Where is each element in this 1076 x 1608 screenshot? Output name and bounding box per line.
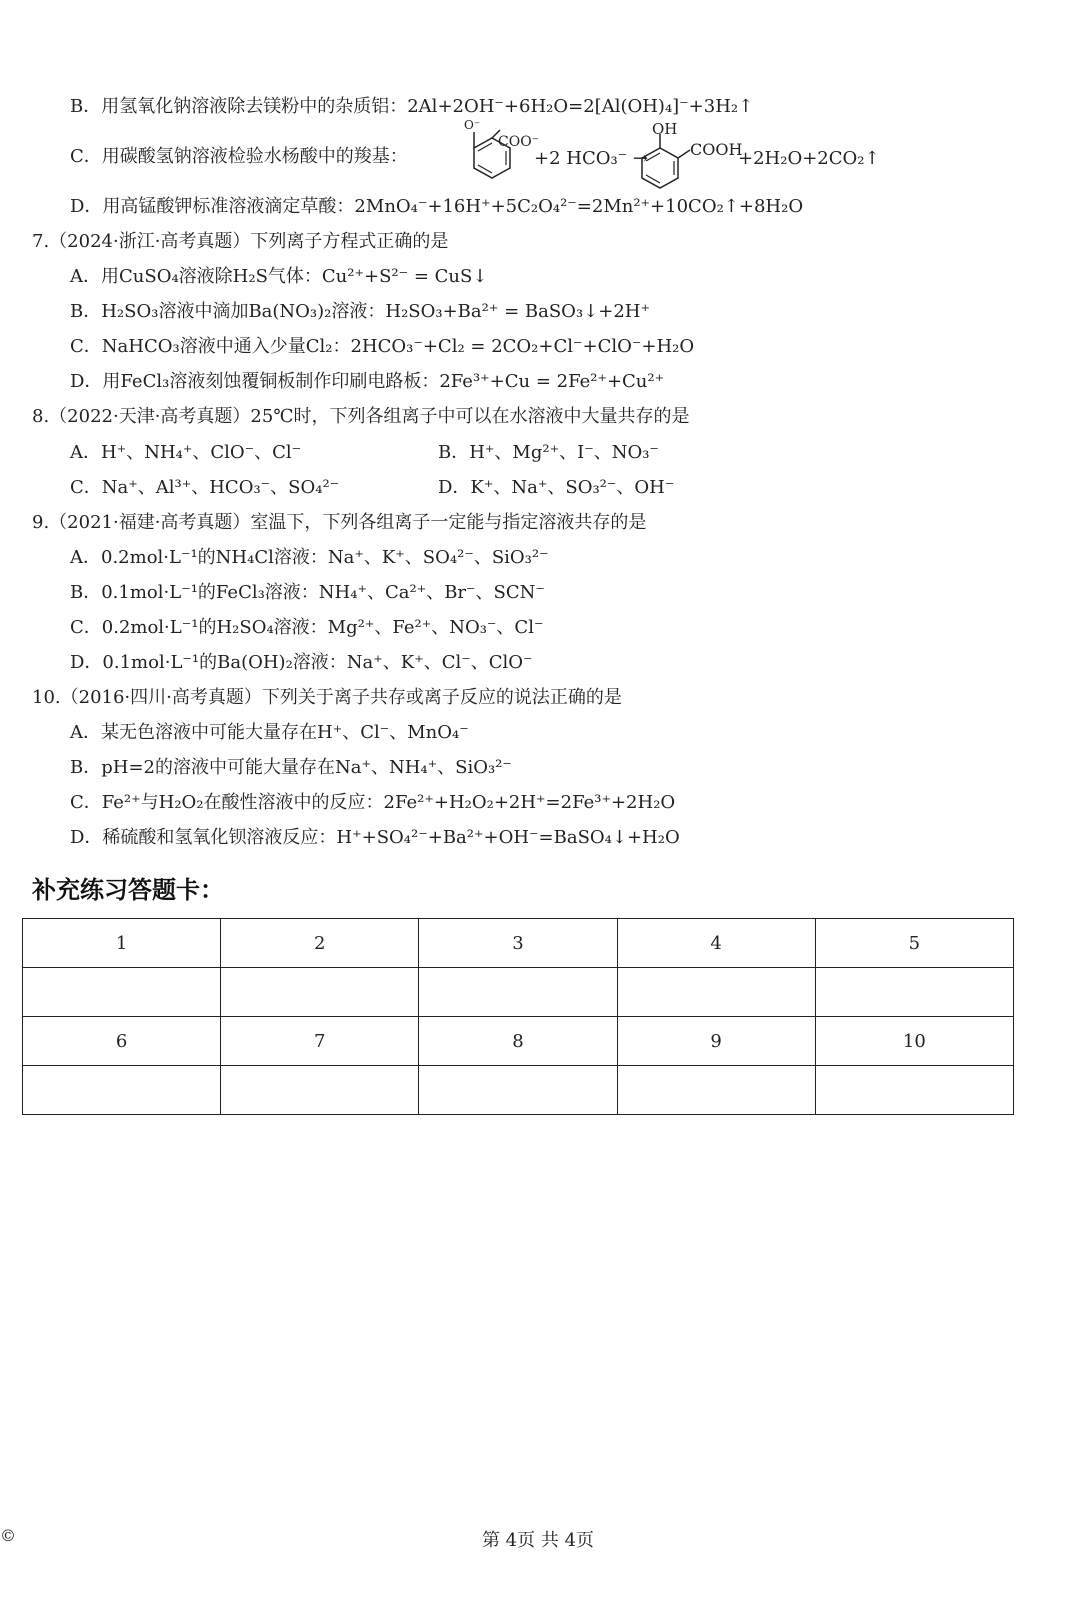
q7-option-c: C．NaHCO₃溶液中通入少量Cl₂：2HCO₃⁻+Cl₂ = 2CO₂+Cl⁻+ClO⁻+H₂O [70,336,695,357]
q8-option-b: B．H⁺、Mg²⁺、I⁻、NO₃⁻ [438,442,659,463]
answer-cell-4[interactable] [617,968,815,1017]
q9-option-a: A．0.2mol·L⁻¹的NH₄Cl溶液：Na⁺、K⁺、SO₄²⁻、SiO₃²⁻ [70,547,549,568]
q7-option-a: A．用CuSO₄溶液除H₂S气体：Cu²⁺+S²⁻ = CuS↓ [70,266,488,287]
answer-cell-8[interactable] [419,1066,617,1115]
answer-card-label-4: 4 [617,919,815,968]
answer-cell-1[interactable] [23,968,221,1017]
answer-cell-2[interactable] [221,968,419,1017]
answer-cell-6[interactable] [23,1066,221,1115]
corner-mark: © [0,1526,16,1545]
q10-option-b: B．pH=2的溶液中可能大量存在Na⁺、NH₄⁺、SiO₃²⁻ [70,757,512,778]
q6-option-b: B．用氢氧化钠溶液除去镁粉中的杂质铝：2Al+2OH⁻+6H₂O=2[Al(OH)₄]⁻+3H₂↑ [70,96,754,117]
answer-card-label-2: 2 [221,919,419,968]
salicylic-oh-label: OH [652,120,678,138]
salicylate-coo-label: COO⁻ [498,134,540,150]
q8-option-d: D．K⁺、Na⁺、SO₃²⁻、OH⁻ [438,477,675,498]
q7-stem: 7.（2024·浙江·高考真题）下列离子方程式正确的是 [32,231,449,252]
q9-option-c: C．0.2mol·L⁻¹的H₂SO₄溶液：Mg²⁺、Fe²⁺、NO₃⁻、Cl⁻ [70,617,544,638]
page-footer: 第 4页 共 4页 [481,1530,595,1551]
answer-card-header-row-1 [23,919,1014,968]
q10-option-a: A．某无色溶液中可能大量存在H⁺、Cl⁻、MnO₄⁻ [70,722,469,743]
q8-option-c: C．Na⁺、Al³⁺、HCO₃⁻、SO₄²⁻ [70,477,340,498]
answer-card-label-7: 7 [221,1017,419,1066]
q10-option-d: D．稀硫酸和氢氧化钡溶液反应：H⁺+SO₄²⁻+Ba²⁺+OH⁻=BaSO₄↓+H₂O [70,827,680,848]
answer-cell-7[interactable] [221,1066,419,1115]
answer-card-label-9: 9 [617,1017,815,1066]
answer-cell-9[interactable] [617,1066,815,1115]
q9-stem: 9.（2021·福建·高考真题）室温下，下列各组离子一定能与指定溶液共存的是 [32,512,647,533]
answer-card-blank-row-1 [23,968,1014,1017]
answer-card-label-3: 3 [419,919,617,968]
q6c-right: +2H₂O+2CO₂↑ [738,148,880,169]
q6-option-d: D．用高锰酸钾标准溶液滴定草酸：2MnO₄⁻+16H⁺+5C₂O₄²⁻=2Mn²⁺+10CO₂↑+8H₂O [70,196,804,217]
answer-card-label-10: 10 [815,1017,1013,1066]
answer-card-label-6: 6 [23,1017,221,1066]
answer-cell-10[interactable] [815,1066,1013,1115]
q6c-middle: +2 HCO₃⁻ → [534,148,649,169]
salicylate-o-label: O⁻ [464,118,481,132]
answer-card-label-5: 5 [815,919,1013,968]
answer-card-label-8: 8 [419,1017,617,1066]
answer-card-label-1: 1 [23,919,221,968]
q7-option-d: D．用FeCl₃溶液刻蚀覆铜板制作印刷电路板：2Fe³⁺+Cu = 2Fe²⁺+Cu²⁺ [70,371,665,392]
q9-option-d: D．0.1mol·L⁻¹的Ba(OH)₂溶液：Na⁺、K⁺、Cl⁻、ClO⁻ [70,652,533,673]
q7-option-b: B．H₂SO₃溶液中滴加Ba(NO₃)₂溶液：H₂SO₃+Ba²⁺ = BaSO₃↓+2H⁺ [70,301,650,322]
answer-cell-5[interactable] [815,968,1013,1017]
q6-option-c: C．用碳酸氢钠溶液检验水杨酸中的羧基： [70,146,408,167]
q10-option-c: C．Fe²⁺与H₂O₂在酸性溶液中的反应：2Fe²⁺+H₂O₂+2H⁺=2Fe³⁺+2H₂O [70,792,676,813]
salicylic-cooh-label: COOH [690,140,743,159]
answer-card-header-row-2 [23,1017,1014,1066]
answer-card-table [22,918,1014,1115]
q10-stem: 10.（2016·四川·高考真题）下列关于离子共存或离子反应的说法正确的是 [32,687,622,708]
q9-option-b: B．0.1mol·L⁻¹的FeCl₃溶液：NH₄⁺、Ca²⁺、Br⁻、SCN⁻ [70,582,545,603]
answer-card-blank-row-2 [23,1066,1014,1115]
answer-cell-3[interactable] [419,968,617,1017]
answer-card-title: 补充练习答题卡： [32,876,224,904]
q8-option-a: A．H⁺、NH₄⁺、ClO⁻、Cl⁻ [70,442,302,463]
q8-stem: 8.（2022·天津·高考真题）25℃时，下列各组离子中可以在水溶液中大量共存的是 [32,406,690,427]
